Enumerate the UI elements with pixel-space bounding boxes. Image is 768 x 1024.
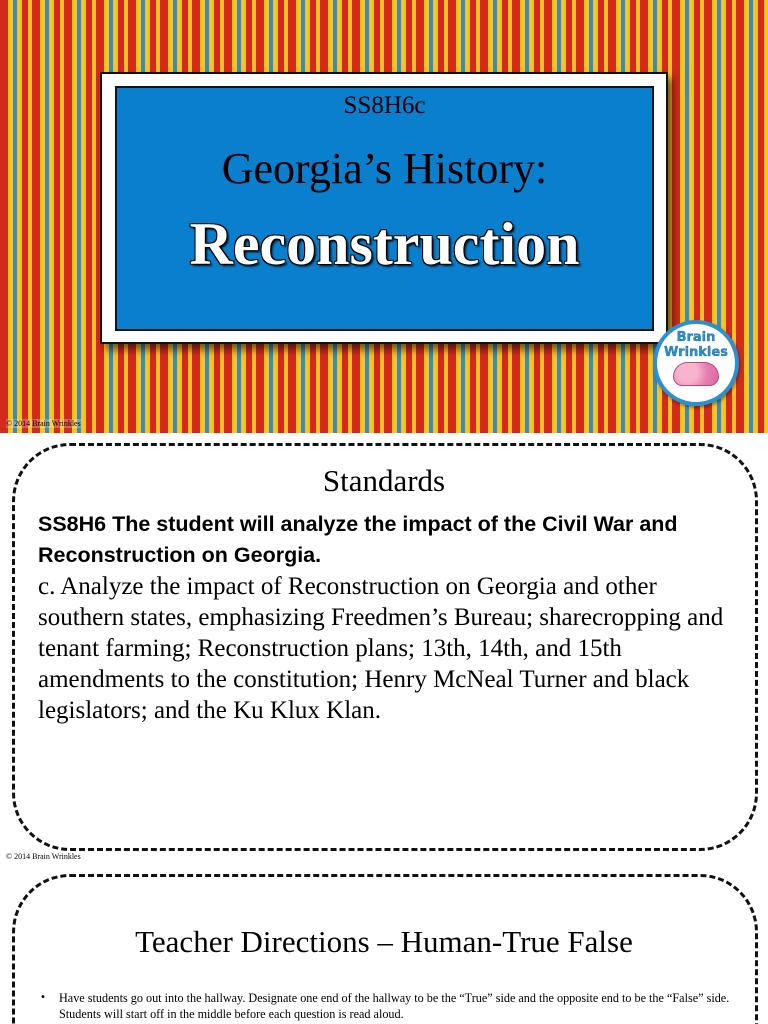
directions-heading: Teacher Directions – Human-True False — [135, 924, 633, 959]
title-panel — [115, 86, 654, 331]
teacher-directions-slide — [0, 866, 768, 1024]
directions-list — [40, 990, 740, 1022]
standard-statement: SS8H6 The student will analyze the impact of the Civil War and Reconstruction on Georgia. — [38, 512, 678, 567]
list-item — [40, 990, 740, 1022]
standard-code: SS8H6c — [343, 92, 426, 119]
slide-subtitle: Reconstruction — [189, 211, 580, 277]
standards-slide — [0, 433, 768, 866]
brain-icon — [673, 362, 719, 386]
direction-text: Have students go out into the hallway. Designate one end of the hallway to be the “True” side and the opposite end to be the “False” side. Students will start off in the middle before each question is read aloud. — [59, 991, 730, 1021]
title-slide — [0, 0, 768, 433]
slide-title: Georgia’s History: — [221, 144, 548, 193]
standards-heading: Standards — [322, 463, 446, 498]
logo-line-1: Brain — [676, 330, 716, 345]
title-frame — [100, 72, 668, 344]
standard-element-c: c. Analyze the impact of Reconstruction on Georgia and other southern states, emphasizing Freedmen’s Bureau; sharecropping and tenant farming; Reconstruction plans; 13th, 14th, and 15th amendments to the constitution; Henry McNeal Turner and black legislators; and the Ku Klux Klan. — [38, 573, 724, 724]
logo-text — [657, 330, 735, 360]
bullet-icon: • — [40, 992, 46, 1003]
logo-line-2: Wrinkles — [664, 345, 728, 360]
copyright-notice: © 2014 Brain Wrinkles — [6, 852, 81, 861]
brain-wrinkles-logo — [653, 320, 739, 406]
copyright-notice: © 2014 Brain Wrinkles — [6, 419, 81, 428]
standards-body — [38, 509, 728, 726]
